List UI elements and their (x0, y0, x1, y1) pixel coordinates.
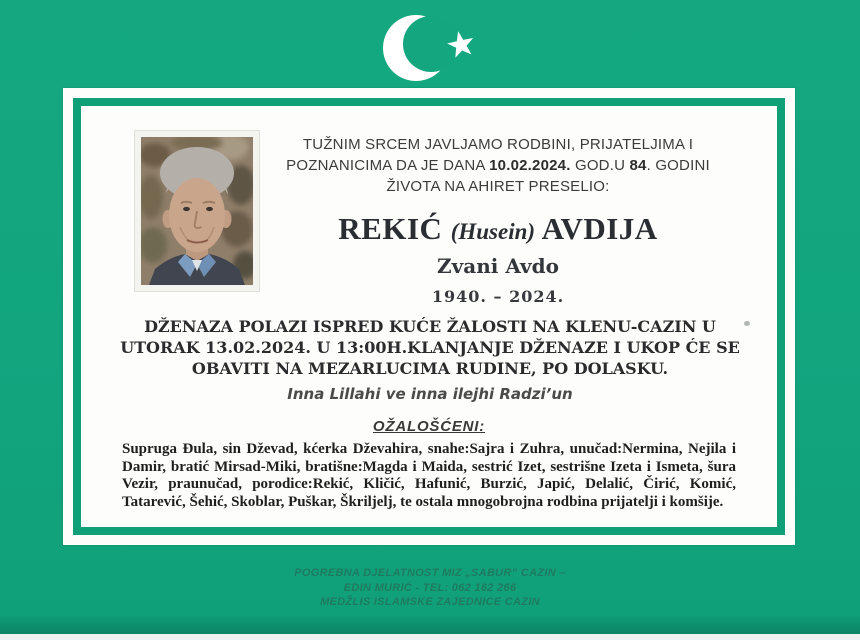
scan-edge-white-strip (0, 634, 860, 640)
intro-part2: GOD.U (570, 157, 630, 174)
footer-line-organization: MEDŽLIS ISLAMSKE ZAJEDNICE CAZIN (320, 596, 540, 608)
intro-part3: . GODINI ŽIVOTA NA AHIRET PRESELIO: (386, 157, 710, 195)
header-column (263, 134, 733, 306)
mourners-heading: OŽALOŠĆENI: (372, 418, 486, 435)
first-name: AVDIJA (541, 211, 658, 246)
scan-edge-band (0, 614, 860, 634)
crescent-and-star-icon (378, 7, 490, 89)
announcement-line: OBAVITI NA MEZARLUCIMA RUDINE, PO DOLASKU. (191, 358, 669, 378)
life-years: 1940. – 2024. (431, 287, 565, 306)
announcement-line: UTORAK 13.02.2024. U 13:00H.KLANJANJE DŽENAZE I UKOP ĆE SE (120, 337, 740, 357)
deceased-alias: Zvani Avdo (437, 254, 559, 278)
footer-block (0, 566, 860, 610)
notice-sheet (63, 88, 795, 545)
footer-line-company: POGREBNA DJELATNOST MIZ „SABUR” CAZIN – (294, 567, 566, 579)
prayer-line: Inna Lillahi ve inna ilejhi Radzi’un (287, 385, 573, 403)
funeral-announcement (103, 317, 757, 379)
mourners-list: Supruga Đula, sin Dževad, kćerka Dževahira, snahe:Sajra i Zuhra, unučad:Nermina, Nejila i Damir, bratić Mirsad-Miki, bratišne:Magda i Maida, sestrić Izet, sestrišne Izeta i Ismeta, šura Vezir, praunučad, porodice:Rekić, Kličić, Hafunić, Burzić, Japić, Delalić, Čirić, Komić, Tatarević, Šehić, Skoblar, Puškar, Škriljelj, te ostala mnogobrojna rodbina prijatelji i komšije. (122, 441, 736, 511)
father-name: (Husein) (450, 219, 536, 244)
footer-line-contact: EDIN MURIĆ - TEL: 062 162 266 (343, 581, 517, 594)
announcement-line: DŽENAZA POLAZI ISPRED KUĆE ŽALOSTI NA KLENU-CAZIN U (144, 317, 716, 336)
scan-speck (744, 321, 750, 326)
intro-part1: TUŽNIM SRCEM JAVLJAMO RODBINI, PRIJATELJIMA I POZNANICIMA DA JE DANA (286, 136, 694, 174)
deceased-name (263, 211, 733, 247)
intro-text (263, 134, 733, 197)
last-name: REKIĆ (338, 211, 443, 246)
age-value: 84 (629, 157, 647, 174)
deceased-photo (135, 131, 259, 291)
death-date: 10.02.2024. (489, 157, 571, 174)
